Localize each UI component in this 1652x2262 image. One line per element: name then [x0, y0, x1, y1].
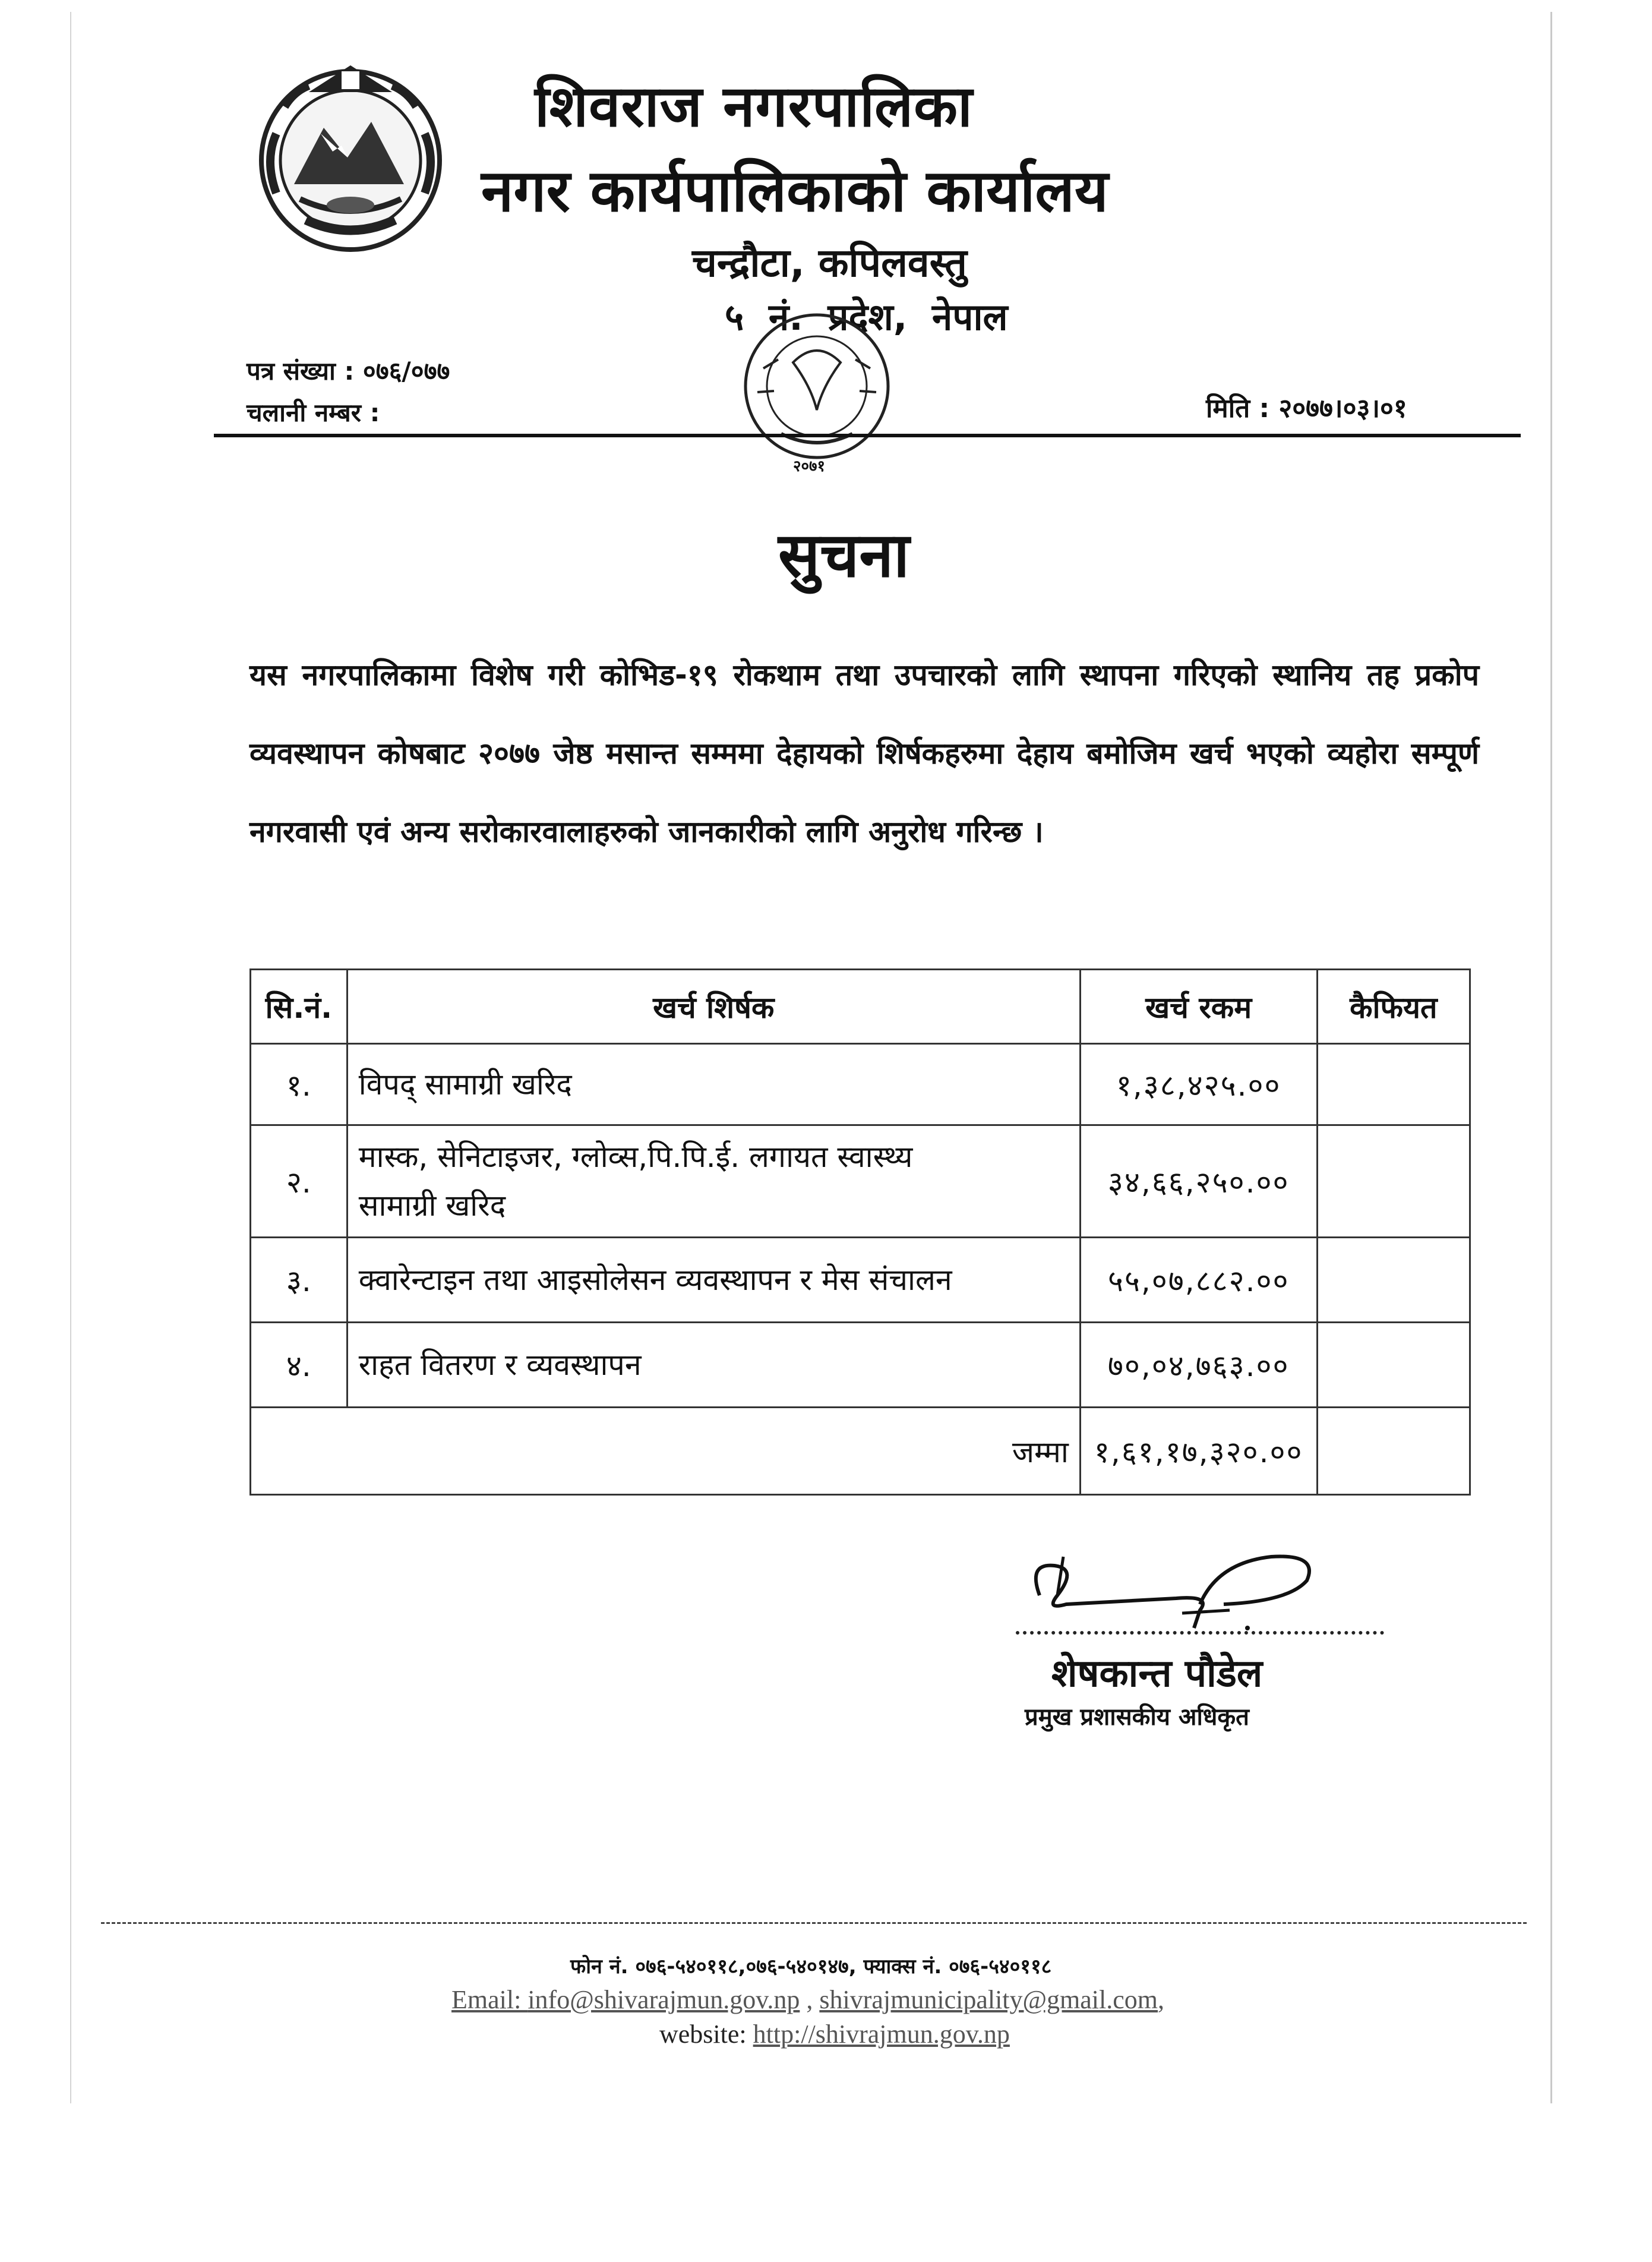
footer-email-line [451, 1985, 1343, 2015]
table-total-row [251, 1408, 1470, 1495]
table-row [251, 1238, 1470, 1323]
header-amount: खर्च रकम [1080, 970, 1317, 1044]
org-name: शिवराज नगरपालिका [535, 73, 973, 140]
table-row [251, 1044, 1470, 1125]
row-head-line: सामाग्री खरिद [358, 1188, 506, 1223]
row-amount: ३४,६६,२५०.०० [1080, 1125, 1317, 1238]
expense-table [249, 968, 1471, 1496]
total-remarks [1317, 1408, 1470, 1495]
notice-paragraph: यस नगरपालिकामा विशेष गरी कोभिड-१९ रोकथाम तथा उपचारको लागि स्थापना गरिएको स्थानिय तह प्रकोप व्यवस्थापन कोषबाट २०७७ जेष्ठ मसान्त सम्ममा देहायको शिर्षकहरुमा देहाय बमोजिम खर्च भएको व्यहोरा सम्पूर्ण नगरवासी एवं अन्य सरोकारवालाहरुको जानकारीको लागि अनुरोध गरिन्छ । [249, 658, 1479, 849]
table-header-row [251, 970, 1470, 1044]
letter-number: पत्र संख्या : ०७६/०७७ [247, 357, 450, 386]
row-head-line: राहत वितरण र व्यवस्थापन [358, 1348, 642, 1382]
email-end: , [1158, 1985, 1164, 2014]
notice-title: सुचना [778, 519, 910, 591]
row-head-line: विपद् सामाग्री खरिद [358, 1067, 572, 1102]
row-sn: १. [251, 1044, 348, 1125]
signatory-name: शेषकान्त पौडेल [1051, 1652, 1263, 1696]
letter-date: मिति : २०७७।०३।०१ [1206, 393, 1407, 424]
row-expense-head [347, 1238, 1080, 1323]
footer-website-line [659, 2019, 1253, 2049]
row-head-line: क्वारेन्टाइन तथा आइसोलेसन व्यवस्थापन र मेस संचालन [358, 1263, 952, 1297]
total-label: जम्मा [251, 1408, 1081, 1495]
header-divider [214, 434, 1521, 437]
office-name: नगर कार्यपालिकाको कार्यालय [481, 157, 1108, 225]
row-expense-head [347, 1044, 1080, 1125]
row-sn: ४. [251, 1323, 348, 1408]
row-amount: १,३८,४२५.०० [1080, 1044, 1317, 1125]
row-amount: ७०,०४,७६३.०० [1080, 1323, 1317, 1408]
row-head-line: मास्क, सेनिटाइजर, ग्लोव्स,पि.पि.ई. लगायत स्वास्थ्य [358, 1140, 913, 1174]
header-remarks: कैफियत [1317, 970, 1470, 1044]
row-remarks [1317, 1323, 1470, 1408]
address-line-2: ५ नं. प्रदेश, नेपाल [725, 295, 1008, 339]
table-row [251, 1125, 1470, 1238]
email-separator: , [800, 1985, 820, 2014]
website-label: website: [659, 2020, 753, 2049]
row-sn: २. [251, 1125, 348, 1238]
row-sn: ३. [251, 1238, 348, 1323]
email-label: Email: [451, 1985, 528, 2014]
website-link[interactable]: http://shivrajmun.gov.np [753, 2020, 1010, 2049]
header-sn: सि.नं. [251, 970, 348, 1044]
total-amount: १,६१,१७,३२०.०० [1080, 1408, 1317, 1495]
signatory-title: प्रमुख प्रशासकीय अधिकृत [1025, 1703, 1249, 1731]
row-expense-head [347, 1125, 1080, 1238]
email-link-gmail[interactable]: shivrajmunicipality@gmail.com [819, 1985, 1158, 2014]
signature-line [1016, 1631, 1384, 1635]
page-edge-left [70, 12, 71, 2103]
address-line-1: चन्द्रौटा, कपिलवस्तु [692, 240, 967, 286]
header-expense-head: खर्च शिर्षक [347, 970, 1080, 1044]
row-remarks [1317, 1125, 1470, 1238]
table-row [251, 1323, 1470, 1408]
nepal-emblem-icon [252, 56, 448, 258]
row-expense-head [347, 1323, 1080, 1408]
email-link-info[interactable]: info@shivarajmun.gov.np [527, 1985, 800, 2014]
footer-divider [101, 1922, 1527, 1924]
seal-year: २०७१ [793, 458, 826, 475]
dispatch-number: चलानी नम्बर : [247, 398, 380, 427]
row-remarks [1317, 1044, 1470, 1125]
office-seal-icon [722, 297, 912, 475]
footer-phone: फोन नं. ०७६-५४०११८,०७६-५४०१४७, फ्याक्स नं. ०७६-५४०११८ [570, 1955, 1052, 1979]
row-amount: ५५,०७,८८२.०० [1080, 1238, 1317, 1323]
row-remarks [1317, 1238, 1470, 1323]
signature-icon [1022, 1539, 1331, 1634]
page-edge-right [1550, 12, 1552, 2103]
